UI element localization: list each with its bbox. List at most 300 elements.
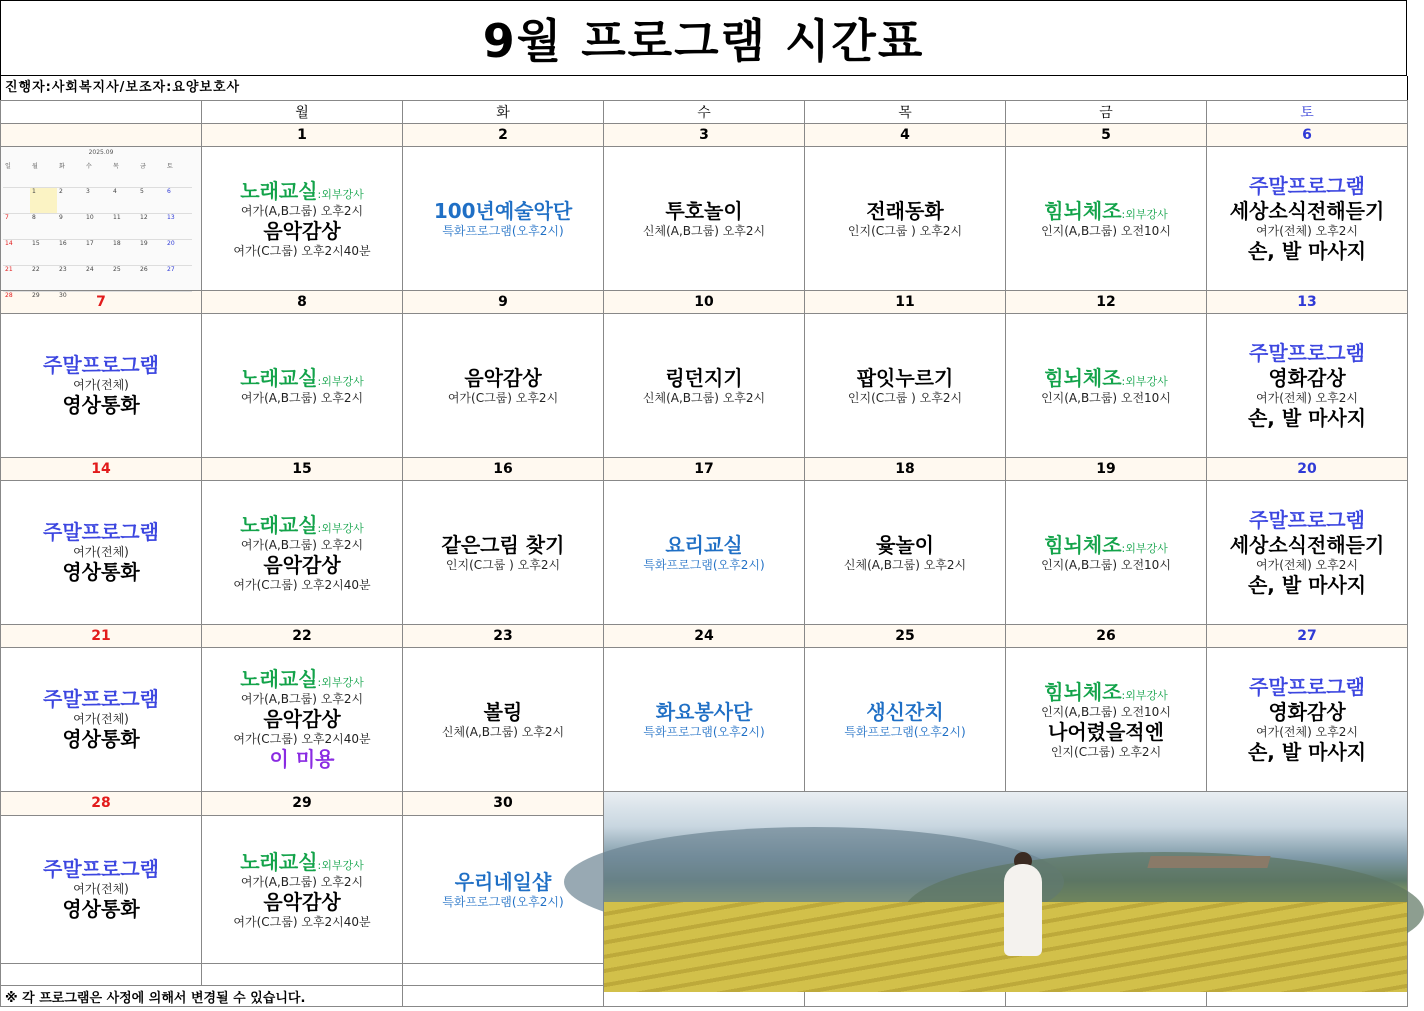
thumb-day: 15 <box>30 239 57 265</box>
program-text: 영상통화 <box>62 393 140 417</box>
date-number: 11 <box>805 291 1006 314</box>
program-line <box>1207 391 1407 406</box>
program-text: 여가(C그룹) 오후2시40분 <box>233 732 371 746</box>
program-line <box>1207 573 1407 598</box>
program-line <box>805 224 1005 239</box>
program-text: 음악감상 <box>464 365 542 390</box>
program-line <box>1 687 201 712</box>
program-text: 여가(전체) 오후2시 <box>1256 724 1358 739</box>
landscape-photo <box>604 792 1408 986</box>
program-text: 여가(전체) <box>73 378 129 392</box>
program-line <box>604 391 804 406</box>
program-text: 여가(전체) <box>73 882 129 897</box>
calendar-thumbnail-grid <box>3 161 192 317</box>
thumb-day: 29 <box>30 291 57 317</box>
program-text: 노래교실 <box>240 365 318 390</box>
weekday-label: 수 <box>604 101 805 124</box>
date-number: 16 <box>403 458 604 481</box>
weekday-label: 화 <box>403 101 604 124</box>
thumb-day: 11 <box>111 213 138 239</box>
program-text: 주말프로그램 <box>1249 507 1365 532</box>
program-line <box>1006 705 1206 720</box>
weekday-label: 토 <box>1207 101 1408 124</box>
date-number: 21 <box>1 625 202 648</box>
thumb-day: 7 <box>3 213 30 239</box>
thumb-day: 3 <box>84 187 111 213</box>
program-text: 팝잇누르기 <box>856 365 954 390</box>
program-line <box>202 553 402 578</box>
program-line <box>202 391 402 406</box>
program-text: 특화프로그램(오후2시) <box>442 223 564 238</box>
date-number: 20 <box>1207 458 1408 481</box>
thumb-day <box>138 291 165 317</box>
program-line <box>202 732 402 747</box>
date-number: 2 <box>403 124 604 147</box>
program-line <box>1 897 201 922</box>
program-text: 특화프로그램(오후2시) <box>643 724 765 739</box>
program-line <box>1207 406 1407 431</box>
program-line <box>604 199 804 224</box>
program-row <box>1 648 1408 792</box>
program-line <box>202 578 402 593</box>
program-text: 여가(A,B그룹) 오후2시 <box>240 692 364 706</box>
date-number: 15 <box>202 458 403 481</box>
program-cell <box>202 314 403 458</box>
program-text: 여가(전체) <box>73 712 129 726</box>
external-instructor-label: :외부강사 <box>317 374 364 388</box>
program-text: 신체(A,B그룹) 오후2시 <box>642 223 766 238</box>
external-instructor-label: :외부강사 <box>317 187 364 201</box>
program-line <box>1207 239 1407 264</box>
weekday-header-row <box>1 101 1408 124</box>
program-text: 여가(전체) 오후2시 <box>1256 557 1358 572</box>
program-line <box>1006 745 1206 760</box>
program-text: 세상소식전해듣기 <box>1229 532 1385 557</box>
blank-cell <box>202 964 403 986</box>
program-cell <box>1 648 202 792</box>
program-text: 특화프로그램(오후2시) <box>442 894 564 909</box>
program-text: 윷놀이 <box>876 532 934 557</box>
thumb-day: 13 <box>165 213 192 239</box>
program-text: 손, 발 마사지 <box>1247 739 1367 764</box>
program-cell <box>202 147 403 291</box>
thumb-day: 2 <box>57 187 84 213</box>
program-text: 여가(C그룹) 오후2시40분 <box>233 243 371 258</box>
program-text: 여가(A,B그룹) 오후2시 <box>240 390 364 405</box>
program-text: 힘뇌체조 <box>1044 679 1122 704</box>
date-number: 4 <box>805 124 1006 147</box>
program-text: 노래교실 <box>240 512 318 537</box>
program-text: 볼링 <box>483 699 523 724</box>
thumb-day <box>111 291 138 317</box>
program-cell <box>1 815 202 964</box>
date-number: 14 <box>1 458 202 481</box>
program-text: 같은그림 찾기 <box>441 532 565 557</box>
date-number: 29 <box>202 792 403 816</box>
program-text: 인지(C그룹 ) 오후2시 <box>847 223 963 238</box>
date-row <box>1 792 1408 816</box>
program-cell <box>202 481 403 625</box>
page-title: 9월 프로그램 시간표 <box>0 0 1407 76</box>
program-text: 영상통화 <box>62 897 140 922</box>
date-number: 17 <box>604 458 805 481</box>
date-number: 10 <box>604 291 805 314</box>
program-line <box>1207 508 1407 533</box>
program-cell <box>1 481 202 625</box>
program-row <box>1 147 1408 291</box>
date-number: 9 <box>403 291 604 314</box>
thumb-day: 30 <box>57 291 84 317</box>
thumb-day: 6 <box>165 187 192 213</box>
date-number: 23 <box>403 625 604 648</box>
program-text: 음악감상 <box>263 552 341 577</box>
program-text: 인지(C그룹 ) 오후2시 <box>847 390 963 405</box>
program-line <box>1 560 201 585</box>
date-row <box>1 291 1408 314</box>
program-line <box>1006 366 1206 391</box>
program-line <box>403 700 603 725</box>
rice-field-photo <box>604 792 1407 985</box>
external-instructor-label: :외부강사 <box>317 521 364 535</box>
program-text: 화요봉사단 <box>655 699 753 724</box>
program-cell <box>805 147 1006 291</box>
thumb-weekday: 금 <box>140 163 146 170</box>
thumb-day: 27 <box>165 265 192 291</box>
date-row <box>1 124 1408 147</box>
program-cell <box>1006 481 1207 625</box>
program-text: 여가(전체) <box>73 545 129 559</box>
program-text: 인지(A,B그룹) 오전10시 <box>1041 390 1171 405</box>
program-line <box>202 707 402 732</box>
program-cell <box>805 481 1006 625</box>
program-text: 주말프로그램 <box>43 353 159 377</box>
thumb-day: 23 <box>57 265 84 291</box>
program-text: 인지(A,B그룹) 오전10시 <box>1041 704 1171 719</box>
program-cell <box>403 147 604 291</box>
program-line <box>1 393 201 418</box>
program-text: 손, 발 마사지 <box>1247 405 1367 430</box>
program-line <box>805 533 1005 558</box>
program-line <box>1 378 201 393</box>
thumb-day: 28 <box>3 291 30 317</box>
external-instructor-label: :외부강사 <box>1121 207 1168 221</box>
program-text: 음악감상 <box>263 218 341 243</box>
program-line <box>1 353 201 378</box>
thumb-weekday: 수 <box>86 163 92 170</box>
calendar-thumbnail-header: 2025.09 <box>88 149 114 156</box>
program-line <box>1207 341 1407 366</box>
program-cell <box>403 481 604 625</box>
program-text: 여가(A,B그룹) 오후2시 <box>240 537 364 552</box>
thumb-day: 19 <box>138 239 165 265</box>
thumb-day: 14 <box>3 239 30 265</box>
program-line <box>202 219 402 244</box>
program-line <box>202 667 402 692</box>
program-line <box>604 558 804 573</box>
program-line <box>1207 366 1407 391</box>
external-instructor-label: :외부강사 <box>1121 374 1168 388</box>
program-cell <box>1207 147 1408 291</box>
blank-corner <box>1 101 202 124</box>
program-text: 세상소식전해듣기 <box>1229 198 1385 223</box>
program-line <box>403 224 603 239</box>
program-text: 특화프로그램(오후2시) <box>643 557 765 572</box>
date-number: 30 <box>403 792 604 816</box>
program-text: 음악감상 <box>263 889 341 914</box>
program-line <box>1207 174 1407 199</box>
program-cell <box>403 314 604 458</box>
program-text: 여가(전체) 오후2시 <box>1256 390 1358 405</box>
program-line <box>202 692 402 707</box>
program-text: 음악감상 <box>263 707 341 731</box>
program-line <box>805 558 1005 573</box>
program-line <box>202 513 402 538</box>
program-text: 주말프로그램 <box>43 520 159 544</box>
thumb-day: 21 <box>3 265 30 291</box>
program-text: 이 미용 <box>269 747 335 771</box>
program-line <box>1 712 201 727</box>
thumb-day: 25 <box>111 265 138 291</box>
program-line <box>604 533 804 558</box>
program-text: 특화프로그램(오후2시) <box>844 724 966 739</box>
thumb-day: 12 <box>138 213 165 239</box>
program-cell <box>202 815 403 964</box>
program-line <box>403 199 603 224</box>
program-text: 주말프로그램 <box>1249 674 1365 699</box>
program-cell <box>1207 314 1408 458</box>
program-text: 여가(A,B그룹) 오후2시 <box>240 203 364 218</box>
program-line <box>1006 533 1206 558</box>
program-text: 신체(A,B그룹) 오후2시 <box>843 557 967 572</box>
thumb-day: 5 <box>138 187 165 213</box>
program-line <box>403 558 603 573</box>
weekday-label: 목 <box>805 101 1006 124</box>
program-text: 힘뇌체조 <box>1044 532 1122 557</box>
thumb-day: 16 <box>57 239 84 265</box>
program-text: 여가(C그룹) 오후2시40분 <box>233 914 371 929</box>
program-line <box>1 520 201 545</box>
program-line <box>403 725 603 740</box>
thumb-day <box>3 187 30 213</box>
program-text: 여가(C그룹) 오후2시 <box>447 390 559 405</box>
program-line <box>202 915 402 930</box>
program-line <box>1207 533 1407 558</box>
thumb-day <box>84 291 111 317</box>
program-text: 영상통화 <box>62 727 140 751</box>
program-cell <box>1 147 202 299</box>
program-line <box>1207 740 1407 765</box>
date-number <box>1 124 202 147</box>
program-text: 여가(A,B그룹) 오후2시 <box>240 874 364 889</box>
program-text: 주말프로그램 <box>43 687 159 711</box>
date-number: 24 <box>604 625 805 648</box>
program-line <box>1207 700 1407 725</box>
program-line <box>1207 558 1407 573</box>
program-line <box>403 533 603 558</box>
program-line <box>604 725 804 740</box>
program-text: 인지(A,B그룹) 오전10시 <box>1041 557 1171 572</box>
thumb-day: 4 <box>111 187 138 213</box>
external-instructor-label: :외부강사 <box>317 676 364 689</box>
thumb-weekday: 월 <box>32 163 38 170</box>
date-number: 5 <box>1006 124 1207 147</box>
program-text: 인지(C그룹) 오후2시 <box>1050 744 1162 759</box>
program-text: 손, 발 마사지 <box>1247 572 1367 597</box>
program-line <box>1006 391 1206 406</box>
thumb-day: 22 <box>30 265 57 291</box>
program-text: 손, 발 마사지 <box>1247 238 1367 263</box>
program-line <box>805 725 1005 740</box>
program-text: 노래교실 <box>240 849 318 874</box>
program-cell <box>604 648 805 792</box>
footnote: ※ 각 프로그램은 사정에 의해서 변경될 수 있습니다. <box>1 986 403 1007</box>
program-line <box>202 538 402 553</box>
program-text: 영화감상 <box>1268 699 1346 724</box>
program-text: 힘뇌체조 <box>1044 198 1122 223</box>
program-line <box>604 700 804 725</box>
thumb-day: 26 <box>138 265 165 291</box>
program-line <box>1207 675 1407 700</box>
program-cell <box>805 314 1006 458</box>
program-cell <box>202 648 403 792</box>
external-instructor-label: :외부강사 <box>317 858 364 872</box>
thumb-day: 18 <box>111 239 138 265</box>
program-line <box>202 890 402 915</box>
program-line <box>1 882 201 897</box>
program-text: 생신잔치 <box>866 699 944 724</box>
program-line <box>202 179 402 204</box>
program-text: 영상통화 <box>62 560 140 584</box>
program-line <box>202 875 402 890</box>
program-line <box>1 545 201 560</box>
date-number: 27 <box>1207 625 1408 648</box>
program-line <box>1006 199 1206 224</box>
program-text: 요리교실 <box>665 532 743 557</box>
program-cell <box>1207 648 1408 792</box>
thumb-day: 8 <box>30 213 57 239</box>
date-number: 19 <box>1006 458 1207 481</box>
program-line <box>1006 224 1206 239</box>
thumb-weekday: 목 <box>113 163 119 170</box>
program-cell <box>403 648 604 792</box>
program-row <box>1 481 1408 625</box>
program-cell <box>604 147 805 291</box>
date-row <box>1 458 1408 481</box>
staff-info: 진행자:사회복지사/보조자:요양보호사 <box>0 76 1408 100</box>
program-text: 나어렸을적엔 <box>1048 719 1164 744</box>
program-line <box>805 199 1005 224</box>
date-number: 25 <box>805 625 1006 648</box>
thumb-day: 10 <box>84 213 111 239</box>
program-cell <box>1207 481 1408 625</box>
program-text: 노래교실 <box>240 178 318 203</box>
date-number: 26 <box>1006 625 1207 648</box>
program-line <box>1 857 201 882</box>
program-line <box>1207 224 1407 239</box>
program-cell <box>604 314 805 458</box>
program-text: 주말프로그램 <box>43 857 159 882</box>
program-line <box>604 366 804 391</box>
program-text: 인지(C그룹 ) 오후2시 <box>445 557 561 572</box>
program-text: 신체(A,B그룹) 오후2시 <box>642 390 766 405</box>
date-row <box>1 625 1408 648</box>
thumb-day: 9 <box>57 213 84 239</box>
date-number: 18 <box>805 458 1006 481</box>
program-text: 주말프로그램 <box>1249 340 1365 365</box>
program-text: 여가(전체) 오후2시 <box>1256 223 1358 238</box>
program-text: 신체(A,B그룹) 오후2시 <box>441 724 565 739</box>
thumb-day <box>165 291 192 317</box>
blank-cell <box>403 986 604 1007</box>
program-text: 전래동화 <box>866 198 944 223</box>
date-number: 22 <box>202 625 403 648</box>
program-line <box>1 727 201 752</box>
date-number: 12 <box>1006 291 1207 314</box>
thumb-weekday: 화 <box>59 163 65 170</box>
program-text: 영화감상 <box>1268 365 1346 390</box>
thumb-day: 17 <box>84 239 111 265</box>
program-line <box>1006 680 1206 705</box>
schedule-table <box>0 100 1408 1007</box>
thumb-weekday: 토 <box>167 163 173 170</box>
program-text: 여가(C그룹) 오후2시40분 <box>233 577 371 592</box>
program-text: 힘뇌체조 <box>1044 365 1122 390</box>
blank-cell <box>403 964 604 986</box>
program-line <box>805 700 1005 725</box>
date-number: 1 <box>202 124 403 147</box>
program-text: 주말프로그램 <box>1249 173 1365 198</box>
program-line <box>202 850 402 875</box>
date-number: 6 <box>1207 124 1408 147</box>
program-line <box>1006 720 1206 745</box>
program-line <box>403 391 603 406</box>
program-text: 100년예술악단 <box>433 198 573 223</box>
date-number: 13 <box>1207 291 1408 314</box>
thumb-day: 24 <box>84 265 111 291</box>
program-text: 링던지기 <box>665 365 743 390</box>
program-text: 인지(A,B그룹) 오전10시 <box>1041 223 1171 238</box>
weekday-label: 금 <box>1006 101 1207 124</box>
program-row <box>1 314 1408 458</box>
program-line <box>604 224 804 239</box>
program-cell <box>805 648 1006 792</box>
thumb-day: 1 <box>30 187 57 213</box>
program-line <box>805 391 1005 406</box>
program-line <box>202 366 402 391</box>
program-cell <box>604 481 805 625</box>
program-cell <box>1006 147 1207 291</box>
program-text: 투호놀이 <box>665 198 743 223</box>
program-text: 우리네일샵 <box>454 869 552 894</box>
weekday-label: 월 <box>202 101 403 124</box>
program-line <box>805 366 1005 391</box>
date-number: 8 <box>202 291 403 314</box>
program-line <box>202 747 402 772</box>
program-text: 노래교실 <box>240 667 318 691</box>
program-line <box>202 244 402 259</box>
date-number: 3 <box>604 124 805 147</box>
program-line <box>1207 199 1407 224</box>
external-instructor-label: :외부강사 <box>1121 688 1168 702</box>
date-number: 28 <box>1 792 202 816</box>
program-line <box>1006 558 1206 573</box>
external-instructor-label: :외부강사 <box>1121 541 1168 555</box>
calendar-thumbnail <box>1 147 201 299</box>
blank-cell <box>1 964 202 986</box>
thumb-weekday: 일 <box>5 163 11 170</box>
program-cell <box>1 314 202 458</box>
program-line <box>1207 725 1407 740</box>
